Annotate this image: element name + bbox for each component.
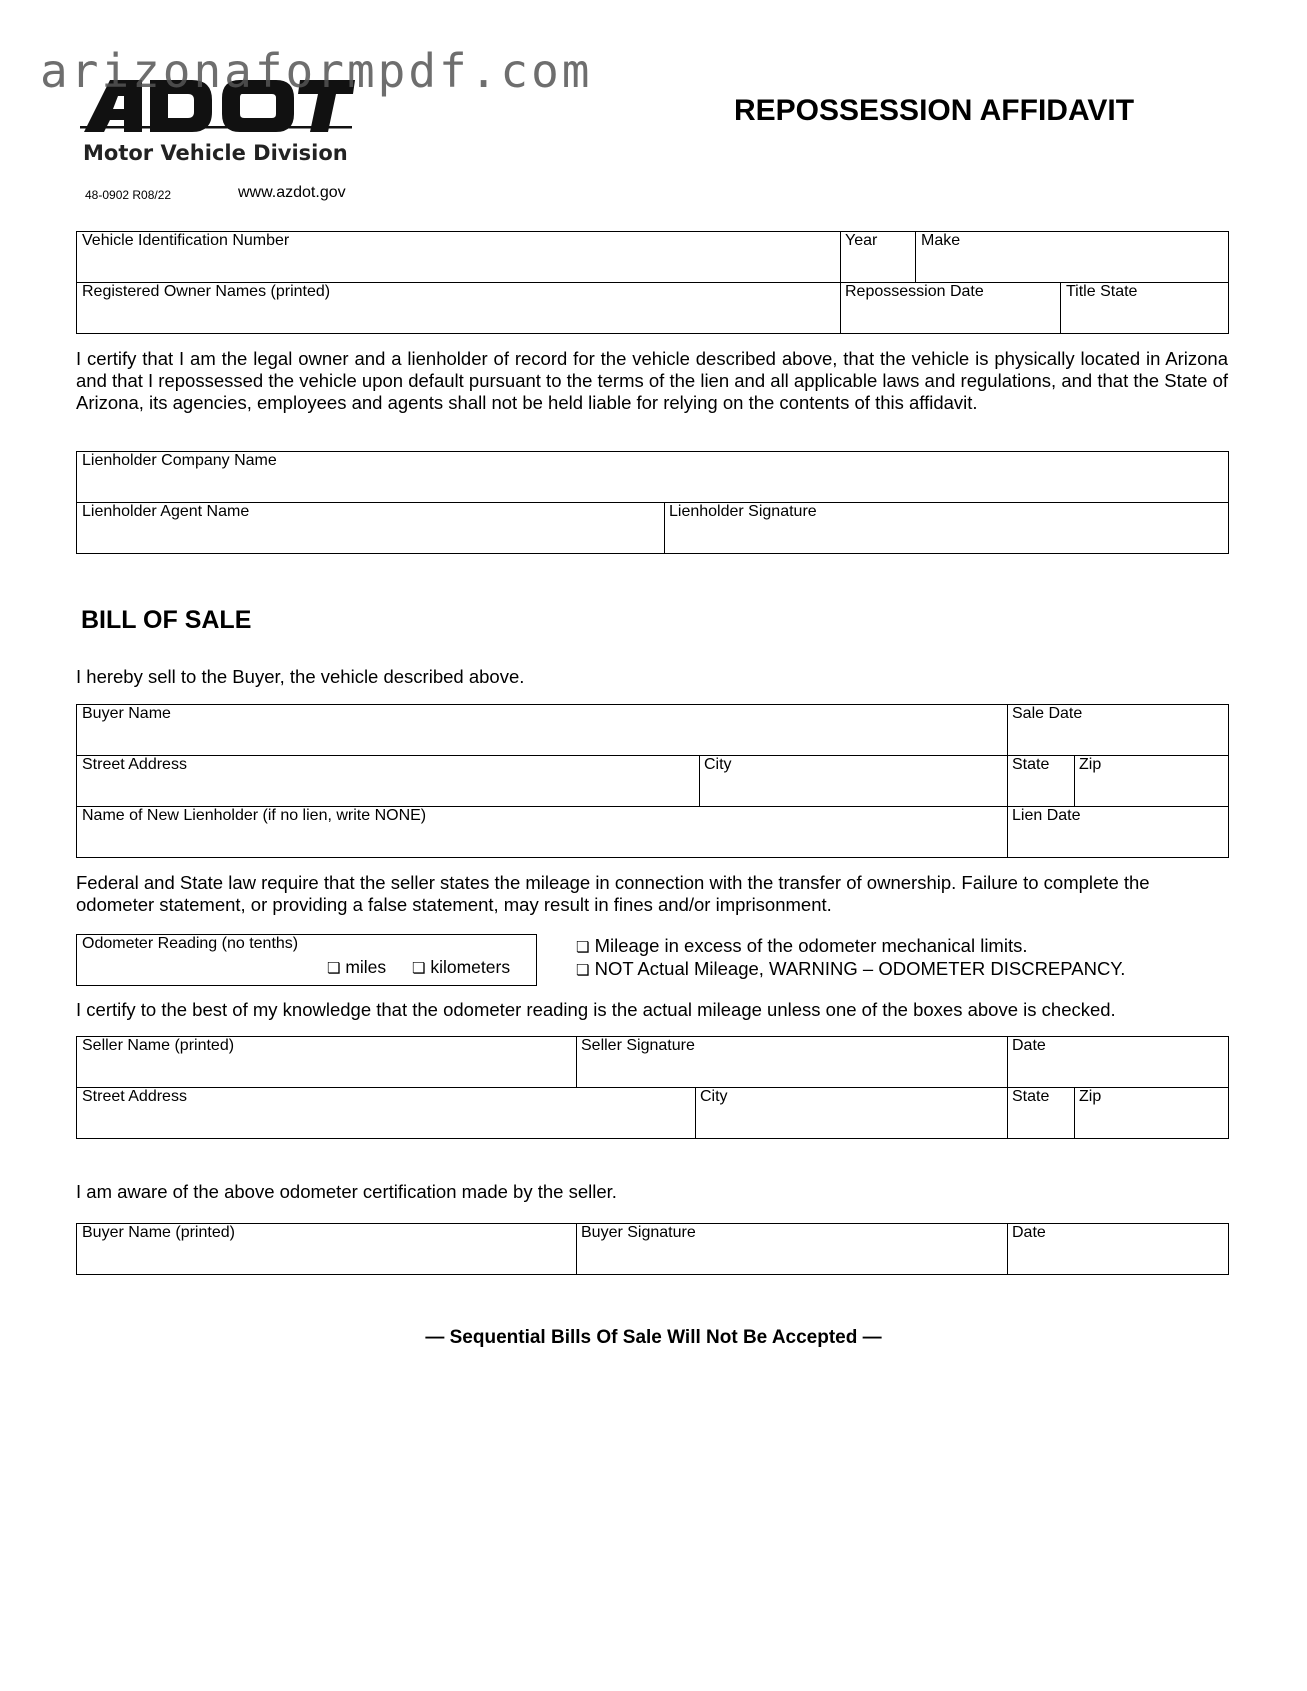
division-name: Motor Vehicle Division xyxy=(83,141,348,165)
sale-date-field[interactable]: Sale Date xyxy=(1012,705,1083,722)
not-actual-mileage-label: NOT Actual Mileage, WARNING – ODOMETER DISCREPANCY. xyxy=(594,958,1126,979)
not-actual-mileage-option[interactable] xyxy=(576,958,1125,980)
form-number: 48-0902 R08/22 xyxy=(85,188,172,202)
odometer-reading-field[interactable]: Odometer Reading (no tenths) xyxy=(82,935,299,952)
buyer-state-field[interactable]: State xyxy=(1012,756,1050,773)
watermark-text: arizonaformpdf.com xyxy=(40,44,593,98)
lienholder-signature-field[interactable]: Lienholder Signature xyxy=(669,503,817,520)
buyer-name-field[interactable]: Buyer Name xyxy=(82,705,171,722)
kilometers-checkbox[interactable]: ❏ xyxy=(412,959,426,977)
not-actual-mileage-checkbox[interactable]: ❏ xyxy=(576,961,590,979)
footer-notice: — Sequential Bills Of Sale Will Not Be Accepted — xyxy=(425,1327,882,1348)
miles-option[interactable] xyxy=(327,957,386,978)
seller-city-field[interactable]: City xyxy=(700,1088,728,1105)
miles-checkbox[interactable]: ❏ xyxy=(327,959,341,977)
page-title: REPOSSESSION AFFIDAVIT xyxy=(734,94,1135,127)
buyer-street-field[interactable]: Street Address xyxy=(82,756,187,773)
seller-name-field[interactable]: Seller Name (printed) xyxy=(82,1037,235,1054)
kilometers-option[interactable] xyxy=(412,957,510,978)
odometer-reading-box xyxy=(76,934,537,986)
lienholder-agent-field[interactable]: Lienholder Agent Name xyxy=(82,503,250,520)
vehicle-table xyxy=(76,231,1229,334)
bill-of-sale-intro: I hereby sell to the Buyer, the vehicle described above. xyxy=(76,666,525,687)
seller-street-field[interactable]: Street Address xyxy=(82,1088,187,1105)
buyer-zip-field[interactable]: Zip xyxy=(1079,756,1102,773)
lienholder-company-field[interactable]: Lienholder Company Name xyxy=(82,452,277,469)
seller-signature-field[interactable]: Seller Signature xyxy=(581,1037,695,1054)
website-link: www.azdot.gov xyxy=(238,184,346,201)
repossession-date-field[interactable]: Repossession Date xyxy=(845,283,984,300)
seller-table xyxy=(76,1036,1229,1139)
mileage-excess-checkbox[interactable]: ❏ xyxy=(576,938,590,956)
buyer-city-field[interactable]: City xyxy=(704,756,732,773)
miles-label: miles xyxy=(345,957,387,977)
buyer-acknowledgement-text: I am aware of the above odometer certification made by the seller. xyxy=(76,1181,617,1202)
buyer-table xyxy=(76,704,1229,858)
odometer-certify-text: I certify to the best of my knowledge that the odometer reading is the actual mileage unless one of the boxes above is checked. xyxy=(76,999,1116,1020)
mileage-excess-label: Mileage in excess of the odometer mechanical limits. xyxy=(594,935,1028,956)
seller-state-field[interactable]: State xyxy=(1012,1088,1050,1105)
lienholder-table xyxy=(76,451,1229,554)
year-field[interactable]: Year xyxy=(845,232,878,249)
buyer-printed-name-field[interactable]: Buyer Name (printed) xyxy=(82,1224,235,1241)
mileage-excess-option[interactable] xyxy=(576,935,1027,957)
buyer-date-field[interactable]: Date xyxy=(1012,1224,1046,1241)
make-field[interactable]: Make xyxy=(921,232,961,249)
lien-date-field[interactable]: Lien Date xyxy=(1012,807,1081,824)
bill-of-sale-heading: BILL OF SALE xyxy=(81,606,252,634)
title-state-field[interactable]: Title State xyxy=(1066,283,1138,300)
seller-zip-field[interactable]: Zip xyxy=(1079,1088,1102,1105)
seller-date-field[interactable]: Date xyxy=(1012,1037,1046,1054)
odometer-law-text: Federal and State law require that the seller states the mileage in connection with the transfer of ownership. Failure to complete the odometer statement, or providing a false statement, may result in fines and/or imprisonment. xyxy=(76,872,1150,915)
buyer-ack-table xyxy=(76,1223,1229,1275)
certification-paragraph: I certify that I am the legal owner and a lienholder of record for the vehicle described above, that the vehicle is physically located in Arizona and that I repossessed the vehicle upon default pursuant to the terms of the lien and all applicable laws and regulations, and that the State of Arizona, its agencies, employees and agents shall not be held liable for relying on the contents of this affidavit. xyxy=(76,348,1228,413)
buyer-signature-field[interactable]: Buyer Signature xyxy=(581,1224,696,1241)
vin-field[interactable]: Vehicle Identification Number xyxy=(82,232,290,249)
new-lienholder-field[interactable]: Name of New Lienholder (if no lien, write NONE) xyxy=(82,807,427,824)
owner-names-field[interactable]: Registered Owner Names (printed) xyxy=(82,283,331,300)
kilometers-label: kilometers xyxy=(430,957,511,977)
